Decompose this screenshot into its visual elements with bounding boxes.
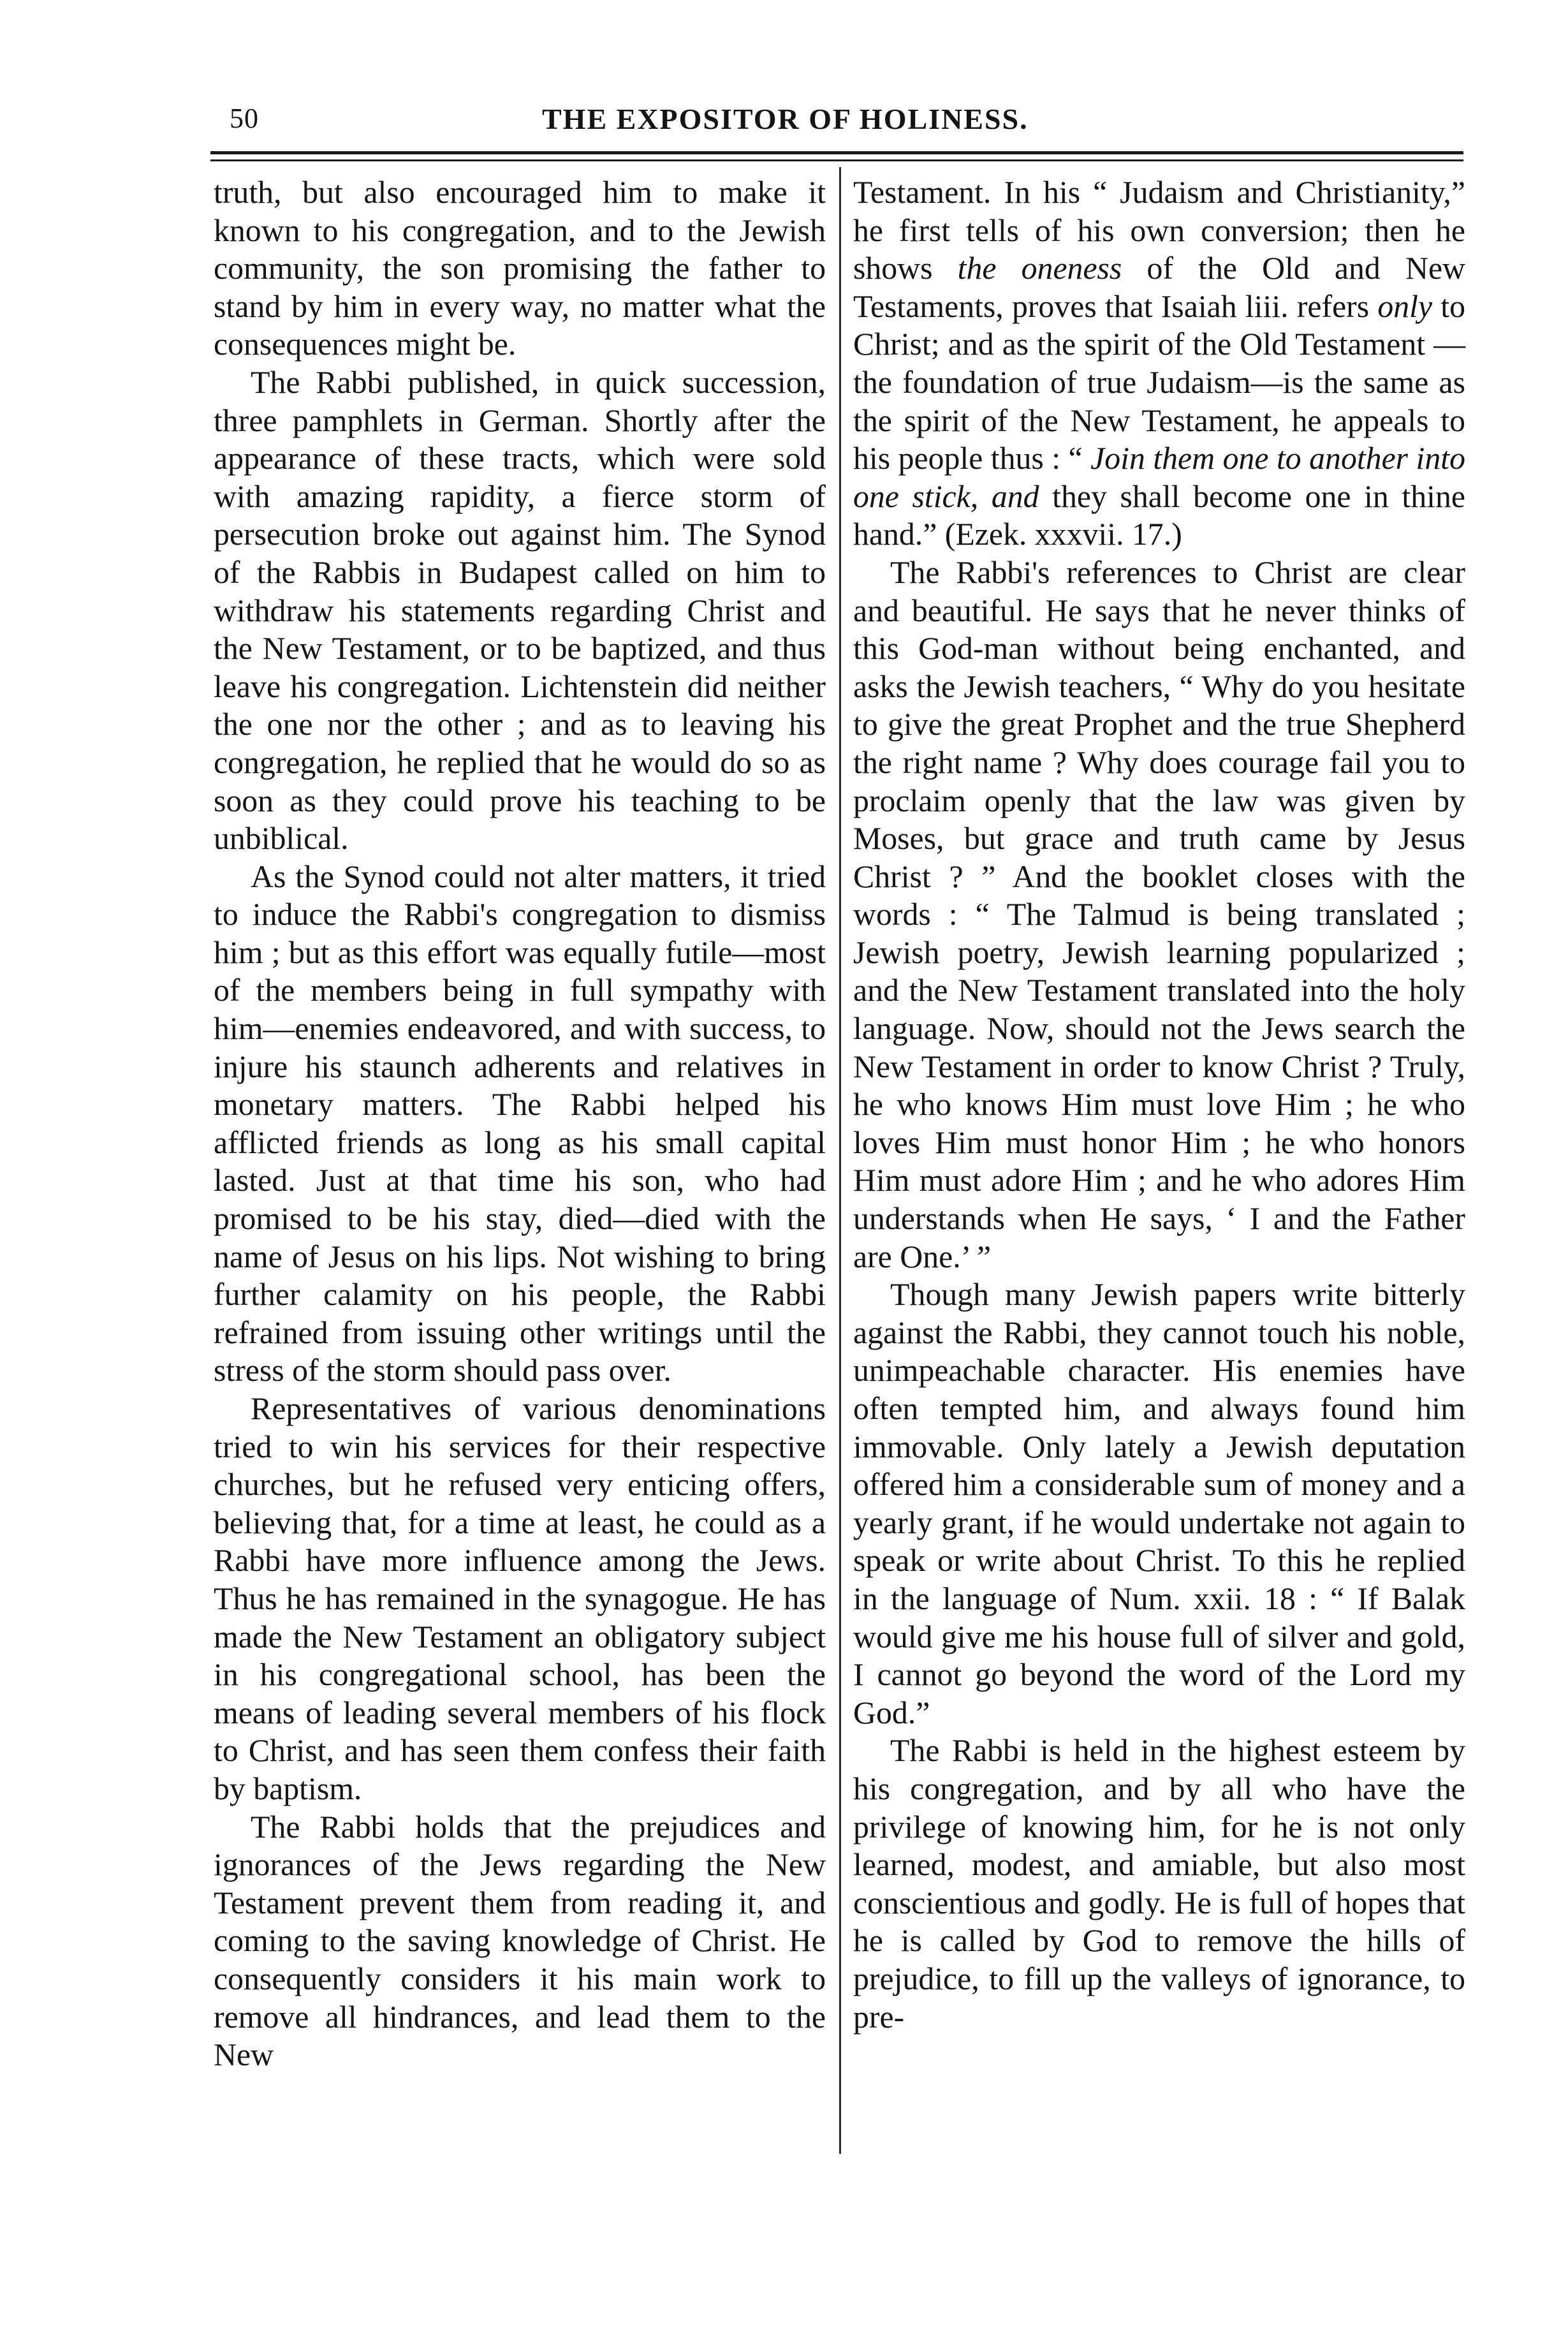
right-p1-italic-oneness: the oneness [957,251,1122,286]
left-column [214,173,826,2074]
right-p1-italic-quote: Join them one to another into one stick, and [853,441,1465,514]
right-p1-text-e: to Christ; and as the spirit of the Old Testament —the foundation of true Judaism—is the same as the spirit of the New Testament, he appeals to his people thus : “ [853,288,1465,476]
running-head [217,102,1460,147]
column-divider [839,167,841,2154]
left-paragraph-1: truth, but also encouraged him to make it known to his congregation, and to the Jewish community, the son promising the father to stand by him in every way, no matter what the consequences might be. [214,175,826,362]
right-p1-text-c: of the Old and New Testaments, proves that Isaiah liii. refers [853,251,1466,324]
right-p1-text-g: they shall become one in thine hand.” (Ezek. xxxvii. 17.) [853,478,1465,552]
header-rule-thick [210,151,1463,154]
left-paragraph-3: As the Synod could not alter matters, it tried to induce the Rabbi's congregation to dismiss him ; but as this effort was equally futile—most of the members being in full sympathy with him—enemies endeavored, and with success, to injure his staunch adherents and relatives in monetary matters. The Rabbi helped his afflicted friends as long as his small capital lasted. Just at that time his son, who had promised to be his stay, died—died with the name of Jesus on his lips. Not wishing to bring further calamity on his people, the Rabbi refrained from issuing other writings until the stress of the storm should pass over. [214,858,826,1388]
right-p1-text-a: Testament. In his “ Judaism and Christianity,” he first tells of his own conversion; then he shows [853,175,1465,286]
page-number: 50 [230,103,259,134]
left-paragraph-5: The Rabbi holds that the prejudices and ignorances of the Jews regarding the New Testament prevent them from reading it, and coming to the saving knowledge of Christ. He consequently considers it his main work to remove all hindrances, and lead them to the New [214,1809,826,2073]
right-column [853,173,1465,2036]
right-paragraph-1 [853,173,1465,554]
right-paragraph-3: Though many Jewish papers write bitterly against the Rabbi, they cannot touch his noble, unimpeachable character. His enemies have often tempted him, and always found him immovable. Only lately a Jewish deputation offered him a considerable sum of money and a yearly grant, if he would undertake not again to speak or write about Christ. To this he replied in the language of Num. xxii. 18 : “ If Balak would give me his house full of silver and gold, I cannot go beyond the word of the Lord my God.” [853,1277,1465,1730]
header-rule-thin [210,159,1463,161]
journal-title: THE EXPOSITOR OF HOLINESS. [542,103,1029,135]
left-paragraph-4: Representatives of various denominations tried to win his services for their respective churches, but he refused very enticing offers, believing that, for a time at least, he could as a Rabbi have more influence among the Jews. Thus he has remained in the synagogue. He has made the New Testament an obligatory subject in his congregational school, has been the means of leading several members of his flock to Christ, and has seen them confess their faith by baptism. [214,1391,826,1806]
right-paragraph-4: The Rabbi is held in the highest esteem by his congregation, and by all who have the privilege of knowing him, for he is not only learned, modest, and amiable, but also most conscientious and godly. He is full of hopes that he is called by God to remove the hills of prejudice, to fill up the valleys of ignorance, to pre- [853,1733,1465,2035]
right-paragraph-2: The Rabbi's references to Christ are clear and beautiful. He says that he never thinks of this God-man without being enchanted, and asks the Jewish teachers, “ Why do you hesitate to give the great Prophet and the true Shepherd the right name ? Why does courage fail you to proclaim openly that the law was given by Moses, but grace and truth came by Jesus Christ ? ” And the booklet closes with the words : “ The Talmud is being translated ; Jewish poetry, Jewish learning popularized ; and the New Testament translated into the holy language. Now, should not the Jews search the New Testament in order to know Christ ? Truly, he who knows Him must love Him ; he who loves Him must honor Him ; he who honors Him must adore Him ; and he who adores Him understands when He says, ‘ I and the Father are One.’ ” [853,554,1465,1274]
left-paragraph-2: The Rabbi published, in quick succession, three pamphlets in German. Shortly after the appearance of these tracts, which were sold with amazing rapidity, a fierce storm of persecution broke out against him. The Synod of the Rabbis in Budapest called on him to withdraw his statements regarding Christ and the New Testament, or to be baptized, and thus leave his congregation. Lichtenstein did neither the one nor the other ; and as to leaving his congregation, he replied that he would do so as soon as they could prove his teaching to be unbiblical. [214,364,826,857]
right-p1-italic-only: only [1377,288,1433,324]
